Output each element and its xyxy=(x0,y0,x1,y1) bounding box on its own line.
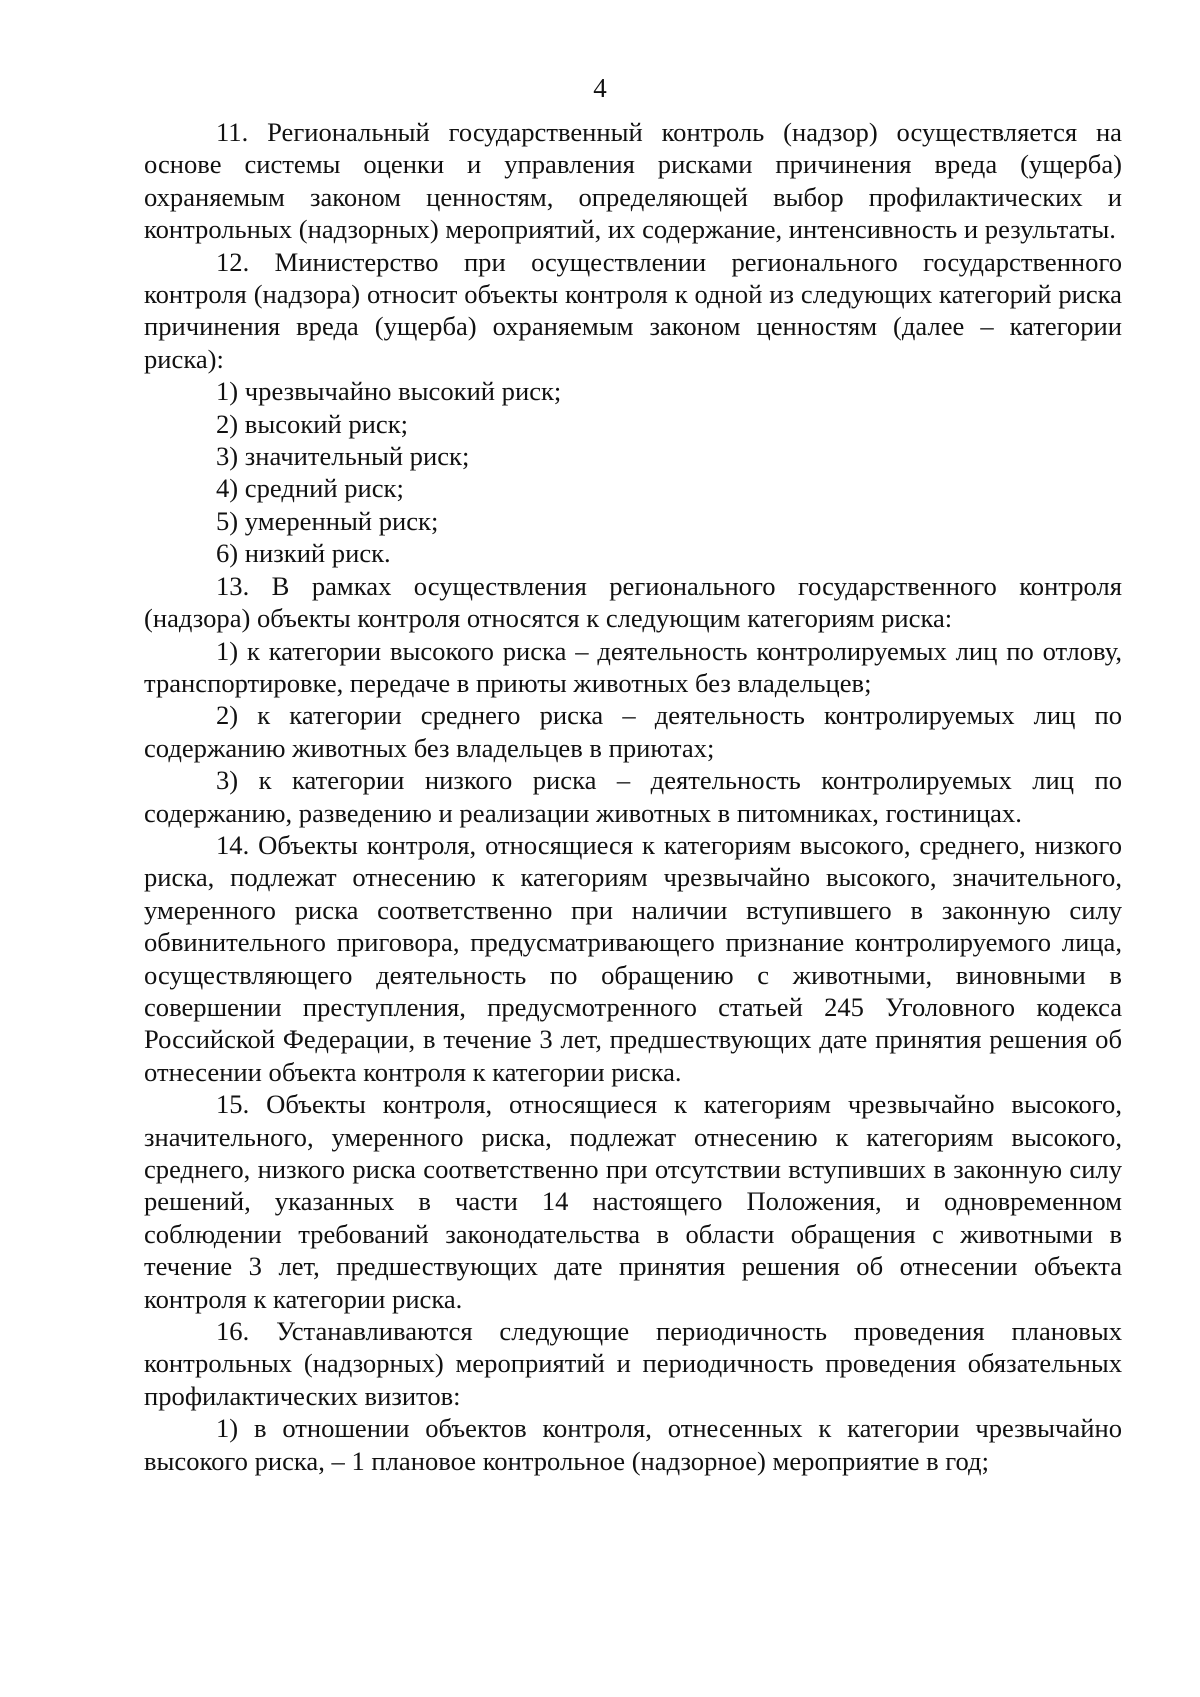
paragraph-13-item-2: 2) к категории среднего риска – деятельность контролируемых лиц по содержанию животных без владельцев в приютах; xyxy=(144,700,1122,763)
list-item-risk-5: 5) умеренный риск; xyxy=(216,505,439,536)
list-item-risk-4: 4) средний риск; xyxy=(216,473,404,504)
paragraph-13-item-3: 3) к категории низкого риска – деятельность контролируемых лиц по содержанию, разведению и реализации животных в питомниках, гостиницах. xyxy=(144,765,1122,828)
paragraph-11: 11. Региональный государственный контроль (надзор) осуществляется на основе системы оценки и управления рисками причинения вреда (ущерба) охраняемым законом ценностям, определяющей выбор профилактических и контрольных (надзорных) мероприятий, их содержание, интенсивность и результаты. xyxy=(144,117,1122,245)
paragraph-12: 12. Министерство при осуществлении регионального государственного контроля (надзора) относит объекты контроля к одной из следующих категорий риска причинения вреда (ущерба) охраняемым законом ценностям (далее – категории риска): xyxy=(144,246,1122,374)
list-item-risk-6: 6) низкий риск. xyxy=(216,538,391,569)
paragraph-13: 13. В рамках осуществления регионального государственного контроля (надзора) объекты контроля относятся к следующим категориям риска: xyxy=(144,570,1122,634)
paragraph-16-item-1: 1) в отношении объектов контроля, отнесенных к категории чрезвычайно высокого риска, – 1 плановое контрольное (надзорное) мероприятие в год; xyxy=(144,1413,1122,1476)
paragraph-13-item-1: 1) к категории высокого риска – деятельность контролируемых лиц по отлову, транспортировке, передаче в приюты животных без владельцев; xyxy=(144,635,1122,698)
paragraph-14: 14. Объекты контроля, относящиеся к категориям высокого, среднего, низкого риска, подлежат отнесению к категориям чрезвычайно высокого, значительного, умеренного риска соответственно при наличии вступившего в законную силу обвинительного приговора, предусматривающего признание контролируемого лица, осуществляющего деятельность по обращению с животными, виновными в совершении преступления, предусмотренного статьей 245 Уголовного кодекса Российской Федерации, в течение 3 лет, предшествующих дате принятия решения об отнесении объекта контроля к категории риска. xyxy=(144,829,1122,1087)
page-number: 4 xyxy=(593,73,607,103)
list-item-risk-3: 3) значительный риск; xyxy=(216,441,470,472)
paragraph-15: 15. Объекты контроля, относящиеся к категориям чрезвычайно высокого, значительного, умеренного риска, подлежат отнесению к категориям высокого, среднего, низкого риска соответственно при отсутствии вступивших в законную силу решений, указанных в части 14 настоящего Положения, и одновременном соблюдении требований законодательства в области обращения с животными в течение 3 лет, предшествующих дате принятия решения об отнесении объекта контроля к категории риска. xyxy=(144,1089,1122,1314)
document-body xyxy=(144,116,1122,1477)
list-item-risk-2: 2) высокий риск; xyxy=(216,408,408,439)
paragraph-16: 16. Устанавливаются следующие периодичность проведения плановых контрольных (надзорных) мероприятий и периодичность проведения обязательных профилактических визитов: xyxy=(144,1316,1122,1411)
list-item-risk-1: 1) чрезвычайно высокий риск; xyxy=(216,376,562,407)
